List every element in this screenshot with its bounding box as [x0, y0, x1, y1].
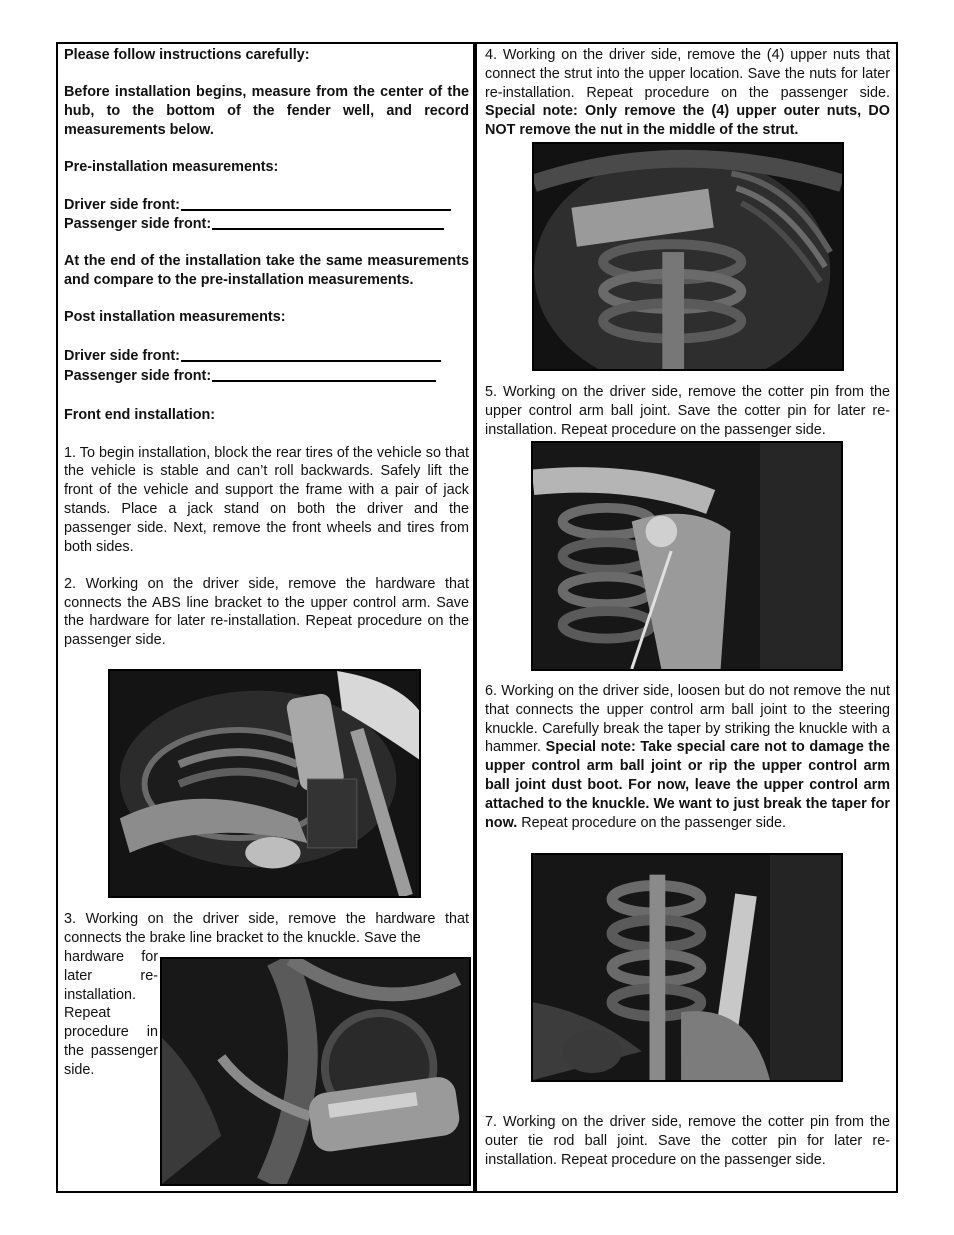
step-4-text — [485, 46, 890, 140]
post-driver-blank[interactable] — [181, 347, 441, 362]
pre-measurements-heading: Pre-installation measurements: — [64, 159, 279, 176]
post-passenger-blank[interactable] — [212, 367, 436, 382]
pre-driver-label: Driver side front: — [64, 196, 180, 213]
step-1-text: 1. To begin installation, block the rear tires of the vehicle so that the vehicle is stable and can’t roll backwards. Safely lift the front of the vehicle and support the frame with a pair of jack stands. Place a jack stand on both the driver and the passenger side. Next, remove the front wheels and tires from both sides. — [64, 444, 469, 555]
right-step-6 — [485, 682, 890, 832]
step-2-text: 2. Working on the driver side, remove the hardware that connects the ABS line bracket to the upper control arm. Save the hardware for later re-installation. Repeat procedure on the passenger side. — [64, 575, 469, 649]
step-3-text: 3. Working on the driver side, remove the hardware that connects the brake line bracket to the knuckle. Save the — [64, 911, 469, 946]
step-3-photo — [160, 957, 471, 1186]
compare-paragraph: At the end of the installation take the same measurements and compare to the pre-installation measurements. — [64, 252, 469, 288]
step-5-photo — [531, 441, 843, 671]
instructions-heading: Please follow instructions carefully: — [64, 47, 310, 63]
step-3-narrow — [64, 948, 158, 1080]
pre-driver-field[interactable] — [64, 196, 469, 215]
post-passenger-label: Passenger side front: — [64, 368, 212, 385]
left-column — [64, 46, 469, 650]
column-divider — [473, 42, 477, 1193]
step-6-photo — [531, 853, 843, 1082]
step-6-repeat: Repeat procedure on the passenger side. — [521, 814, 787, 831]
post-driver-label: Driver side front: — [64, 347, 180, 364]
step-4-body: 4. Working on the driver side, remove the (4) upper nuts that connect the strut into the upper location. Save the nuts for later re-installation. Repeat procedure on the passenger side. — [485, 47, 890, 101]
step-6-text — [485, 682, 890, 832]
post-measurements-heading: Post installation measurements: — [64, 309, 286, 326]
right-step-7 — [485, 1113, 890, 1169]
step-6-body: 6. Working on the driver side, loosen but do not remove the nut that connects the upper control arm ball joint to the steering knuckle. Carefully break the taper by striking the knuckle with a hammer. — [485, 683, 890, 756]
pre-driver-blank[interactable] — [181, 196, 451, 211]
front-end-heading: Front end installation: — [64, 407, 216, 424]
step-3-top — [64, 910, 469, 948]
pre-passenger-blank[interactable] — [212, 215, 444, 230]
right-step-5 — [485, 383, 890, 439]
step-4-note: Special note: Only remove the (4) upper outer nuts, DO NOT remove the nut in the middle of the strut. — [485, 103, 890, 139]
step-2-photo — [108, 669, 421, 898]
pre-passenger-field[interactable] — [64, 215, 469, 234]
step-5-text: 5. Working on the driver side, remove the cotter pin from the upper control arm ball joint. Save the cotter pin for later re-installation. Repeat procedure on the passenger side. — [485, 384, 890, 438]
right-column-top — [485, 46, 890, 140]
step-7-text: 7. Working on the driver side, remove the cotter pin from the outer tie rod ball joint. Save the cotter pin for later re-installation. Repeat procedure on the passenger side. — [485, 1114, 890, 1168]
post-driver-field[interactable] — [64, 347, 469, 366]
intro-paragraph: Before installation begins, measure from the center of the hub, to the bottom of the fender well, and record measurements below. — [64, 84, 469, 138]
pre-passenger-label: Passenger side front: — [64, 215, 212, 232]
post-passenger-field[interactable] — [64, 367, 469, 386]
step-3-continued-text: hardware for later re-installation. Repeat procedure in the passenger side. — [64, 949, 158, 1078]
step-6-note: Special note: Take special care not to damage the upper control arm ball joint or rip the upper control arm ball joint dust boot. For now, leave the upper control arm attached to the knuckle. We want to just break the taper for now. — [485, 739, 891, 831]
step-4-photo — [532, 142, 844, 371]
